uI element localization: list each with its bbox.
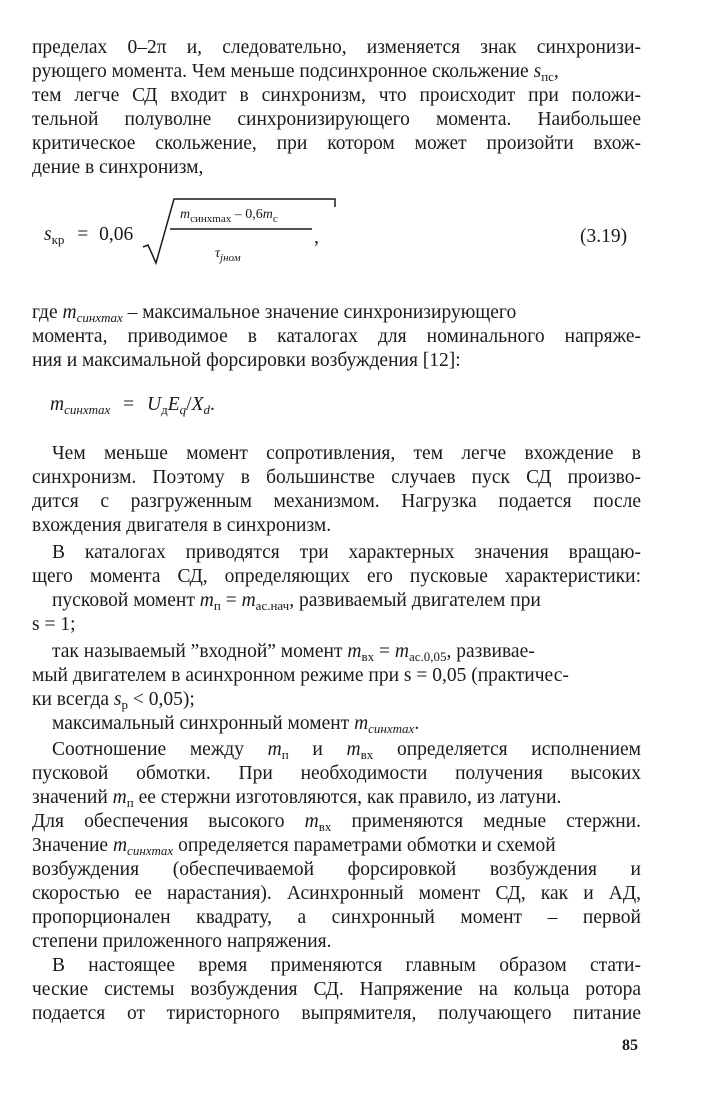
text-line: дение в синхронизм, [32, 157, 204, 178]
text-line: пусковой обмотки. При необходимости получения высоких [32, 763, 641, 784]
text-line: В настоящее время применяются главным образом стати- [52, 955, 641, 976]
text-line: s = 1; [32, 614, 76, 635]
formula-denominator: $\tau_{jном}$ [215, 246, 241, 264]
text-line: Значение $m_{синхmax}$ определяется параметрами обмотки и схемой [32, 835, 556, 858]
text-line: так называемый ”входной” момент $m_{вх} = m_{ас.0,05}$, развивае- [52, 641, 535, 664]
text-line: рующего момента. Чем меньше подсинхронное скольжение $s_{пс}$, [32, 61, 559, 84]
page-number: 85 [622, 1037, 638, 1054]
text-line: ки всегда $s_р < 0,05$); [32, 689, 195, 712]
text-line: скоростью ее нарастания). Асинхронный момент СД, как и АД, [32, 883, 641, 904]
formula-lhs: $s_{кр} = 0,06$ [44, 224, 134, 247]
text-line: вхождения двигателя в синхронизм. [32, 515, 332, 536]
text-line: значений $m_п$ ее стержни изготовляются, как правило, из латуни. [32, 787, 562, 810]
equation-number: (3.19) [580, 226, 628, 247]
text-line: момента, приводимое в каталогах для номинального напряже- [32, 326, 641, 347]
text-line: ческие системы возбуждения СД. Напряжение на кольца ротора [32, 979, 641, 1000]
text-line: пропорционален квадрату, а синхронный момент – первой [32, 907, 641, 928]
text-line: подается от тиристорного выпрямителя, получающего питание [32, 1003, 641, 1024]
text-line: тельной полуволне синхронизирующего момента. Наибольшее [32, 109, 641, 130]
formula-comma: , [314, 227, 319, 248]
text-line: щего момента СД, определяющих его пусковые характеристики: [32, 566, 641, 587]
text-line: возбуждения (обеспечиваемой форсировкой возбуждения и [32, 859, 641, 880]
text-line: мый двигателем в асинхронном режиме при s = 0,05 (практичес- [32, 665, 569, 686]
text-line: Соотношение между $m_п$ и $m_{вх}$ определяется исполнением [52, 739, 642, 762]
text-line: степени приложенного напряжения. [32, 931, 332, 952]
text-line: критическое скольжение, при котором может произойти вхож- [32, 133, 641, 154]
text-line: максимальный синхронный момент $m_{синхmax}$. [52, 713, 420, 736]
text-line: пределах 0–2π и, следовательно, изменяется знак синхронизи- [32, 37, 641, 58]
text-line: ния и максимальной форсировки возбуждения [12]: [32, 350, 461, 371]
text-line: пусковой момент $m_п = m_{ас.нач}$, развиваемый двигателем при [52, 590, 541, 613]
text-line: В каталогах приводятся три характерных значения вращаю- [52, 542, 641, 563]
text-line: где $m_{синхmax}$ – максимальное значение синхронизирующего [32, 302, 517, 325]
text-line: Чем меньше момент сопротивления, тем легче вхождение в [52, 443, 641, 464]
text-line: дится с разгруженным механизмом. Нагрузка подается после [32, 491, 641, 512]
formula-numerator: $m_{синхmax} - 0,6m_с$ [180, 207, 278, 225]
formula-msinh: $m_{синхmax} = U_дE_q/X_d$. [50, 394, 215, 417]
text-line: Для обеспечения высокого $m_{вх}$ применяются медные стержни. [32, 811, 641, 834]
text-line: тем легче СД входит в синхронизм, что происходит при положи- [32, 85, 641, 106]
text-line: синхронизм. Поэтому в большинстве случаев пуск СД произво- [32, 467, 641, 488]
